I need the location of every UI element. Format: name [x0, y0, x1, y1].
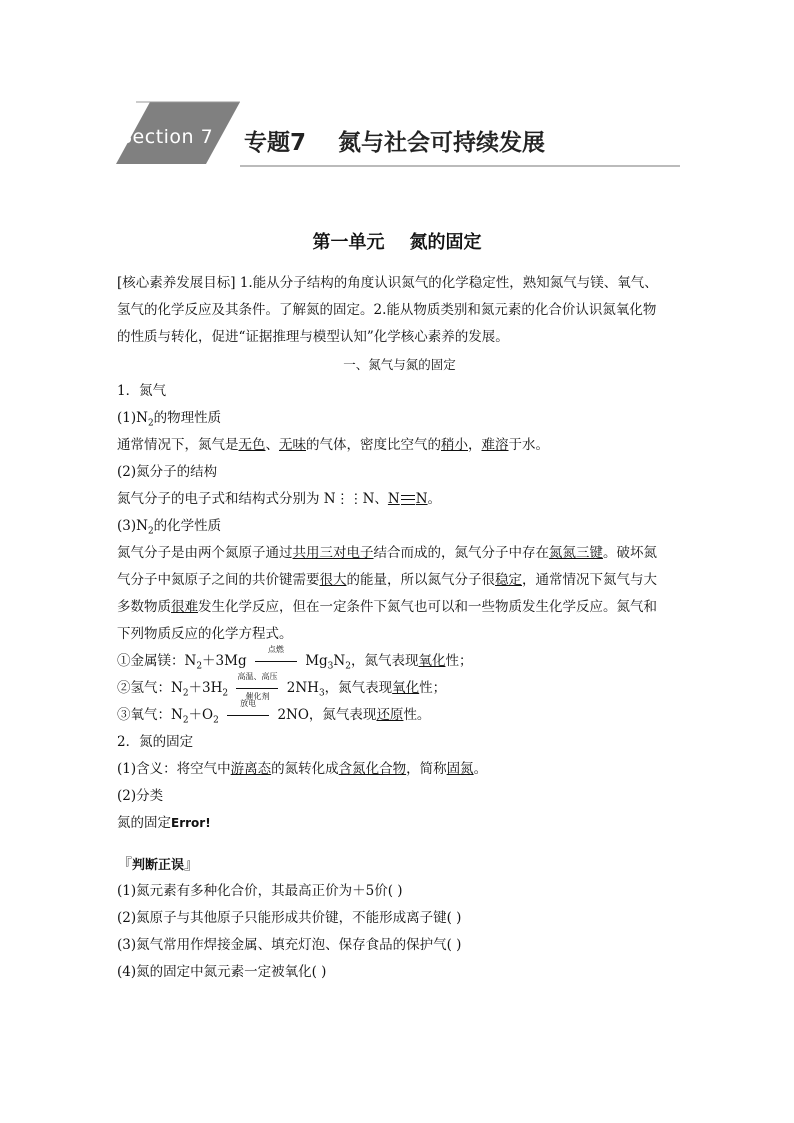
reaction-h2: ②氢气：$N_2+3H_2$ 高温、高压 催化剂 $2NH_3$，氮气表现氧化性；	[117, 671, 447, 701]
main-content	[117, 270, 682, 986]
section1-heading: 一、氮气与氮的固定	[343, 357, 456, 372]
phys-heading: $(1)N_2$的物理性质	[117, 410, 222, 429]
reaction-arrow-icon: 放电	[227, 709, 269, 723]
error-text: Error!	[171, 816, 211, 830]
judge-item: (3)氮气常用作焊接金属、填充灯泡、保存食品的保护气( )	[117, 937, 462, 953]
judge-title: 『判断正误』	[117, 855, 200, 873]
judge-item: (2)氮原子与其他原子只能形成共价键，不能形成离子键( )	[117, 910, 462, 926]
chem-line-4: 下列物质反应的化学方程式。	[117, 626, 293, 642]
intro-line-2: 氢气的化学反应及其条件。了解氮的固定。2.能从物质类别和氮元素的化合价认识氮氧化物	[117, 302, 657, 318]
intro-line-1: [核心素养发展目标] 1.能从分子结构的角度认识氮气的化学稳定性，熟知氮气与镁、氧气、	[117, 275, 658, 291]
chapter-title: 专题7 氮与社会可持续发展	[244, 130, 546, 156]
triple-bond-icon	[401, 495, 415, 505]
chem-line-1: 氮气分子是由两个氮原子通过共用三对电子结合而成的，氮气分子中存在氮氮三键。破坏氮	[117, 545, 657, 561]
section-label: Section 7	[120, 126, 214, 148]
phys-text: 通常情况下，氮气是无色、无味的气体，密度比空气的稍小，难溶于水。	[117, 437, 549, 453]
unit-title: 第一单元 氮的固定	[312, 232, 482, 253]
fixation-class: 氮的固定Error!	[117, 815, 211, 831]
structural-formula: N N	[387, 491, 428, 507]
judge-item: (4)氮的固定中氮元素一定被氧化( )	[117, 964, 327, 980]
fixation-meaning: (1)含义：将空气中游离态的氮转化成含氮化合物，简称固氮。	[117, 761, 488, 777]
banner-rule	[240, 165, 680, 167]
fixation-class-heading: (2)分类	[117, 788, 164, 804]
chem-heading: $(3)N_2$的化学性质	[117, 518, 222, 537]
judge-item: (1)氮元素有多种化合价，其最高正价为＋5价( )	[117, 883, 403, 899]
chem-line-2: 气分子中氮原子之间的共价键需要很大的能量，所以氮气分子很稳定，通常情况下氮气与大	[117, 572, 657, 588]
intro-line-3: 的性质与转化，促进“证据推理与模型认知”化学核心素养的发展。	[117, 329, 509, 345]
struct-heading: (2)氮分子的结构	[117, 464, 218, 480]
chem-line-3: 多数物质很难发生化学反应，但在一定条件下氮气也可以和一些物质发生化学反应。氮气和	[117, 599, 657, 615]
reaction-arrow-icon: 点燃	[255, 655, 297, 669]
reversible-arrow-icon: 高温、高压 催化剂	[237, 671, 278, 701]
reaction-o2: ③氧气：$N_2+O_2$ 放电 2NO，氮气表现还原性。	[117, 698, 431, 726]
section-banner	[110, 100, 680, 170]
electron-formula: N⋮⋮N	[323, 491, 375, 507]
n2-heading: 1．氮气	[117, 383, 167, 399]
fixation-heading: 2．氮的固定	[117, 734, 194, 750]
reaction-mg: ①金属镁：$N_2+3Mg$ 点燃 $Mg_3N_2$，氮气表现氧化性；	[117, 644, 473, 672]
struct-text: 氮气分子的电子式和结构式分别为 N⋮⋮N、N N。	[117, 491, 442, 507]
